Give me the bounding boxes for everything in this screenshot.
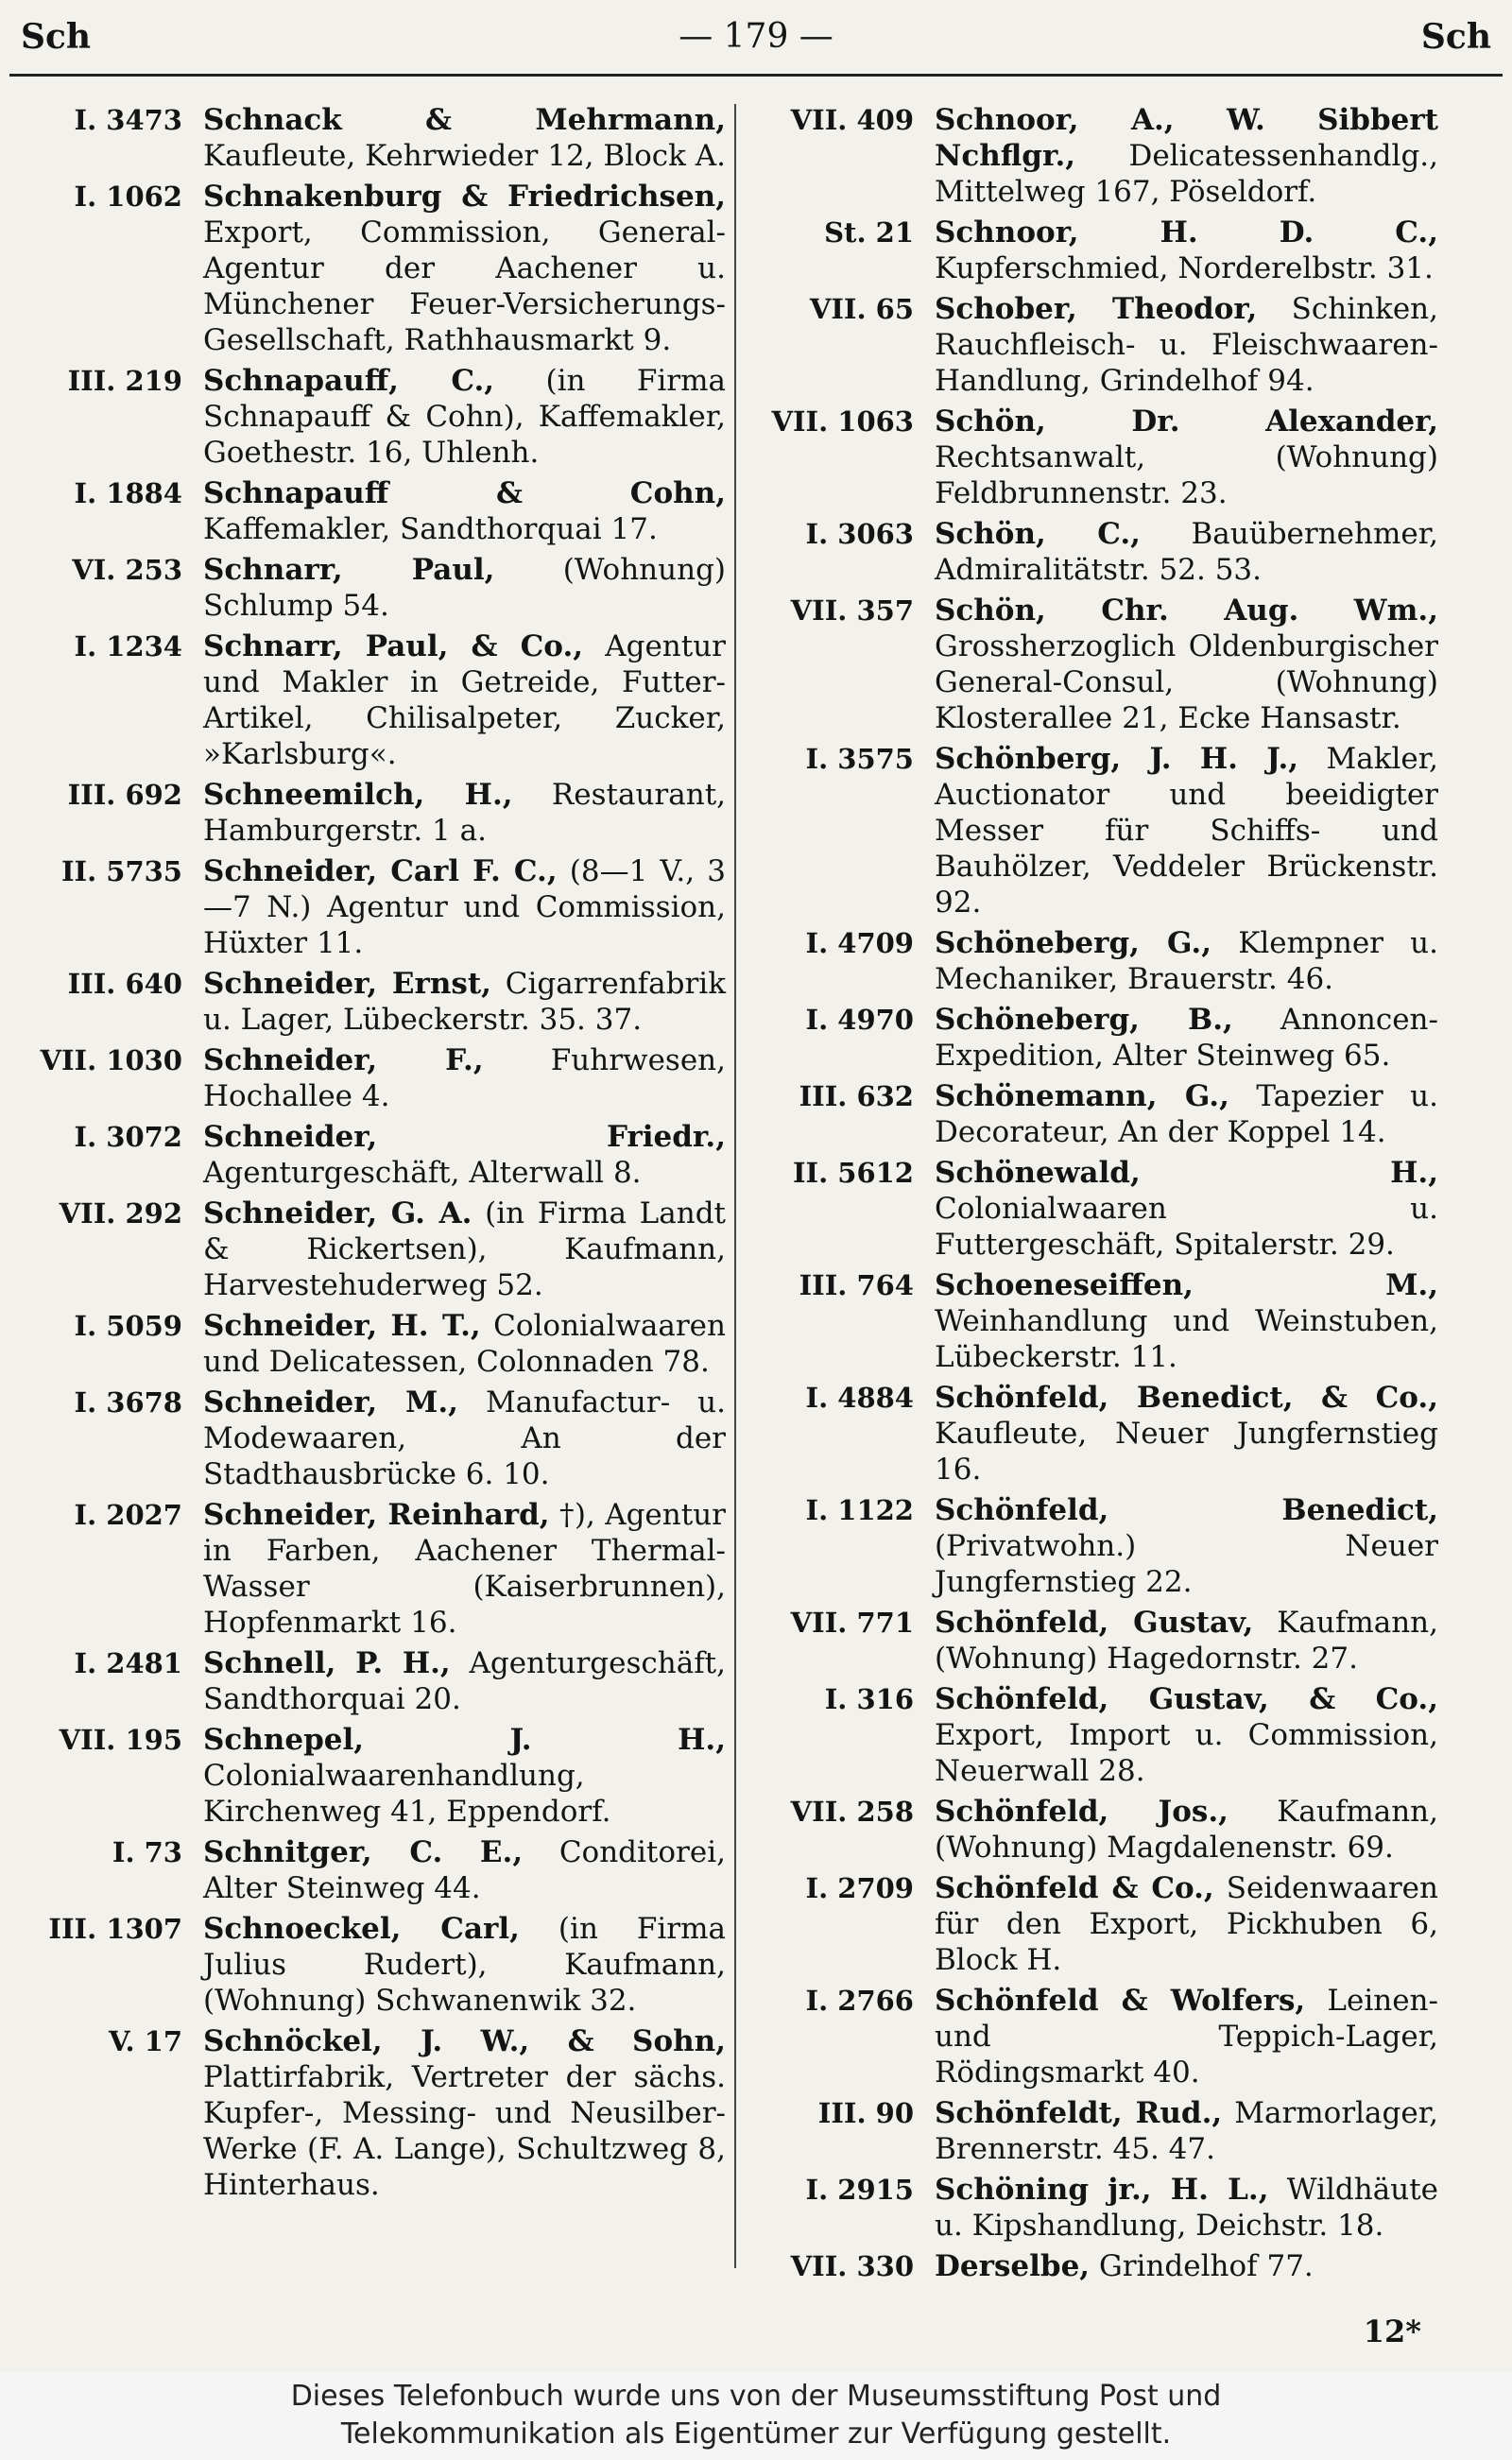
entry-details: Export, Commission, General-Agentur der Aachener u. Münchener Feuer-Versicherungs-Gesellschaft, Rathhausmarkt 9. bbox=[203, 215, 726, 357]
entry-name: Schönfeldt, Rud., bbox=[935, 2096, 1223, 2130]
entry-body bbox=[203, 1042, 726, 1114]
directory-entry bbox=[8, 363, 726, 471]
entry-body bbox=[203, 1834, 726, 1906]
directory-entry bbox=[8, 1911, 726, 2019]
phone-number: I. 3072 bbox=[74, 1121, 182, 1153]
entry-details: Leinen- und Teppich-Lager, Rödingsmarkt 40. bbox=[935, 1984, 1438, 2090]
entry-details: Seidenwaaren für den Export, Pickhuben 6, Block H. bbox=[935, 1871, 1438, 1977]
entry-name: Schoeneseiffen, M., bbox=[935, 1268, 1438, 1302]
phone-number: VII. 1063 bbox=[771, 405, 914, 438]
entry-details: Delicatessenhandlg., Mittelweg 167, Pöseldorf. bbox=[935, 139, 1438, 209]
phone-number: I. 2766 bbox=[805, 1985, 914, 2017]
entry-details: Kaufmann, (Wohnung) Hagedornstr. 27. bbox=[935, 1606, 1438, 1676]
right-column bbox=[739, 102, 1438, 2289]
entry-name: Schnarr, Paul, bbox=[203, 553, 495, 587]
entry-details: Kaufleute, Neuer Jungfernstieg 16. bbox=[935, 1417, 1438, 1487]
phone-number: I. 73 bbox=[112, 1836, 182, 1868]
directory-entry bbox=[8, 552, 726, 624]
directory-entry bbox=[739, 1605, 1438, 1677]
directory-entry bbox=[739, 1002, 1438, 1074]
entry-details: Agenturgeschäft, Alterwall 8. bbox=[203, 1156, 642, 1190]
entry-details: Colonialwaaren u. Futtergeschäft, Spitalerstr. 29. bbox=[935, 1192, 1438, 1262]
phone-number: VII. 195 bbox=[59, 1724, 182, 1756]
phone-number: I. 5059 bbox=[74, 1310, 182, 1342]
entry-body bbox=[203, 1196, 726, 1303]
entry-details: Klempner u. Mechaniker, Brauerstr. 46. bbox=[935, 926, 1438, 996]
phone-number: I. 3063 bbox=[805, 518, 914, 550]
directory-entry bbox=[8, 475, 726, 547]
phone-number: I. 2709 bbox=[805, 1872, 914, 1904]
directory-entry bbox=[8, 1042, 726, 1114]
entry-body bbox=[203, 777, 726, 849]
entry-body bbox=[935, 925, 1438, 997]
entry-name: Schnapauff, C., bbox=[203, 364, 495, 398]
entry-body bbox=[203, 363, 726, 471]
entry-body bbox=[203, 966, 726, 1038]
entry-details: (in Firma Julius Rudert), Kaufmann, (Wohnung) Schwanenwik 32. bbox=[203, 1912, 727, 2018]
entry-details: Fuhrwesen, Hochallee 4. bbox=[203, 1043, 726, 1113]
phone-number: III. 632 bbox=[799, 1080, 914, 1112]
entry-name: Schneider, Ernst, bbox=[203, 967, 491, 1001]
footer-line-1: Dieses Telefonbuch wurde uns von der Museumsstiftung Post und bbox=[290, 2380, 1222, 2413]
entry-name: Schnapauff & Cohn, bbox=[203, 476, 726, 510]
entry-details: Grindelhof 77. bbox=[1090, 2249, 1314, 2283]
page-number: — 179 — bbox=[679, 17, 833, 56]
phone-number: I. 316 bbox=[824, 1683, 914, 1715]
directory-entry bbox=[739, 516, 1438, 588]
entry-name: Schober, Theodor, bbox=[935, 292, 1258, 326]
entry-details: Colonialwaaren und Delicatessen, Colonnaden 78. bbox=[203, 1309, 726, 1379]
entry-body bbox=[935, 516, 1438, 588]
entry-name: Schön, Dr. Alexander, bbox=[935, 404, 1438, 439]
directory-entry bbox=[739, 1380, 1438, 1488]
directory-entry bbox=[739, 925, 1438, 997]
entry-body bbox=[935, 1794, 1438, 1866]
entry-body bbox=[935, 1681, 1438, 1789]
phone-number: I. 4709 bbox=[805, 927, 914, 959]
entry-body bbox=[935, 1078, 1438, 1150]
entry-details: Colonialwaarenhandlung, Kirchenweg 41, Eppendorf. bbox=[203, 1759, 611, 1829]
entry-body bbox=[203, 1119, 726, 1191]
phone-number: VII. 330 bbox=[790, 2250, 914, 2282]
entry-name: Schönfeld & Co., bbox=[935, 1871, 1214, 1905]
entry-name: Schönberg, J. H. J., bbox=[935, 742, 1299, 776]
page-header bbox=[21, 17, 1491, 64]
entry-details: Agentur und Makler in Getreide, Futter-Artikel, Chilisalpeter, Zucker, »Karlsburg«. bbox=[203, 629, 726, 771]
entry-name: Schnepel, J. H., bbox=[203, 1723, 726, 1757]
entry-body bbox=[935, 1155, 1438, 1263]
entry-body bbox=[935, 291, 1438, 399]
entry-details: Grossherzoglich Oldenburgischer General-Consul, (Wohnung) Klosterallee 21, Ecke Hansastr. bbox=[935, 629, 1438, 735]
entry-body bbox=[203, 853, 726, 961]
entry-details: Wildhäute u. Kipshandlung, Deichstr. 18. bbox=[935, 2173, 1438, 2243]
directory-entry bbox=[739, 291, 1438, 399]
entry-details: Agenturgeschäft, Sandthorquai 20. bbox=[203, 1646, 726, 1716]
phone-number: VII. 1030 bbox=[40, 1044, 182, 1076]
entry-name: Schneider, Reinhard, bbox=[203, 1498, 550, 1532]
footer-notice bbox=[0, 2372, 1512, 2460]
entry-name: Schneider, G. A. bbox=[203, 1196, 472, 1230]
entry-details: †), Agentur in Farben, Aachener Thermal-Wasser (Kaiserbrunnen), Hopfenmarkt 16. bbox=[203, 1498, 726, 1640]
entry-name: Schnitger, C. E., bbox=[203, 1835, 524, 1869]
entry-body bbox=[935, 1002, 1438, 1074]
phone-number: III. 640 bbox=[67, 968, 182, 1000]
entry-name: Schneider, F., bbox=[203, 1043, 484, 1077]
phone-number: V. 17 bbox=[109, 2025, 182, 2057]
entry-name: Schneider, M., bbox=[203, 1385, 458, 1419]
entry-name: Schönfeld, Gustav, & Co., bbox=[935, 1682, 1438, 1716]
directory-entry bbox=[739, 1794, 1438, 1866]
entry-details: (Wohnung) Schlump 54. bbox=[203, 553, 727, 623]
directory-entry bbox=[739, 741, 1438, 920]
left-column bbox=[8, 102, 726, 2208]
entry-name: Schnack & Mehrmann, bbox=[203, 103, 726, 137]
entry-details: Kaffemakler, Sandthorquai 17. bbox=[203, 512, 658, 546]
phone-number: I. 3473 bbox=[74, 104, 182, 136]
entry-body bbox=[203, 102, 726, 174]
entry-details: Bauübernehmer, Admiralitätstr. 52. 53. bbox=[935, 517, 1438, 587]
phone-number: II. 5735 bbox=[60, 855, 182, 887]
entry-details: Makler, Auctionator und beeidigter Messer für Schiffs- und Bauhölzer, Veddeler Brückenstr. 92. bbox=[935, 742, 1439, 920]
entry-details: Weinhandlung und Weinstuben, Lübeckerstr. 11. bbox=[935, 1304, 1438, 1374]
phone-number: VII. 409 bbox=[790, 104, 914, 136]
entry-name: Schönfeld, Gustav, bbox=[935, 1606, 1254, 1640]
directory-entry bbox=[739, 2095, 1438, 2167]
entry-name: Schneider, Friedr., bbox=[203, 1120, 726, 1154]
entry-body bbox=[935, 2095, 1438, 2167]
entry-body bbox=[203, 552, 726, 624]
entry-body bbox=[203, 1385, 726, 1492]
directory-entry bbox=[8, 628, 726, 772]
entry-name: Schneemilch, H., bbox=[203, 778, 513, 812]
phone-number: VI. 253 bbox=[72, 554, 182, 586]
entry-details: Tapezier u. Decorateur, An der Koppel 14. bbox=[935, 1079, 1438, 1149]
directory-entry bbox=[739, 593, 1438, 736]
directory-entry bbox=[739, 1983, 1438, 2090]
phone-number: I. 4970 bbox=[805, 1004, 914, 1036]
directory-entry bbox=[739, 1492, 1438, 1600]
entry-details: Annoncen-Expedition, Alter Steinweg 65. bbox=[935, 1003, 1438, 1073]
directory-entry bbox=[739, 1078, 1438, 1150]
directory-entry bbox=[8, 1119, 726, 1191]
signature-mark: 12* bbox=[1363, 2314, 1421, 2349]
entry-details: Manufactur- u. Modewaaren, An der Stadthausbrücke 6. 10. bbox=[203, 1385, 726, 1491]
entry-name: Schneider, Carl F. C., bbox=[203, 854, 558, 888]
entry-name: Schnoeckel, Carl, bbox=[203, 1912, 520, 1946]
entry-details: (Privatwohn.) Neuer Jungfernstieg 22. bbox=[935, 1529, 1438, 1599]
header-rule bbox=[9, 74, 1503, 77]
entry-name: Schönewald, H., bbox=[935, 1156, 1438, 1190]
entry-body bbox=[935, 102, 1438, 210]
entry-details: Kaufleute, Kehrwieder 12, Block A. bbox=[203, 139, 726, 173]
phone-number: VII. 258 bbox=[790, 1796, 914, 1828]
phone-number: I. 1884 bbox=[74, 477, 182, 509]
entry-details: (8—1 V., 3—7 N.) Agentur und Commission, Hüxter 11. bbox=[203, 854, 726, 960]
directory-entry bbox=[739, 1155, 1438, 1263]
entry-body bbox=[203, 179, 726, 358]
phone-number: VII. 292 bbox=[59, 1197, 182, 1230]
phone-number: VII. 771 bbox=[790, 1607, 914, 1639]
phone-number: I. 3575 bbox=[805, 743, 914, 775]
entry-name: Schnarr, Paul, & Co., bbox=[203, 629, 584, 663]
phone-number: I. 2027 bbox=[74, 1499, 182, 1531]
entry-details: Cigarrenfabrik u. Lager, Lübeckerstr. 35. 37. bbox=[203, 967, 726, 1037]
directory-entry bbox=[739, 1681, 1438, 1789]
phone-number: I. 1122 bbox=[805, 1494, 914, 1526]
header-left-key: Sch bbox=[21, 17, 92, 57]
entry-name: Schönfeld, Benedict, bbox=[935, 1493, 1438, 1527]
entry-details: Kupferschmied, Norderelbstr. 31. bbox=[935, 251, 1434, 285]
directory-entry bbox=[8, 966, 726, 1038]
entry-name: Schöneberg, B., bbox=[935, 1003, 1233, 1037]
entry-name: Schönfeld, Jos., bbox=[935, 1795, 1228, 1829]
entry-body bbox=[203, 1308, 726, 1380]
entry-name: Schöning jr., H. L., bbox=[935, 2173, 1269, 2207]
phone-number: II. 5612 bbox=[792, 1157, 914, 1189]
entry-name: Schönfeld, Benedict, & Co., bbox=[935, 1381, 1438, 1415]
phone-number: VII. 65 bbox=[809, 293, 914, 325]
entry-body bbox=[935, 2248, 1438, 2284]
entry-name: Schönfeld & Wolfers, bbox=[935, 1984, 1306, 2018]
entry-name: Schönemann, G., bbox=[935, 1079, 1229, 1113]
entry-body bbox=[203, 628, 726, 772]
directory-entry bbox=[8, 2023, 726, 2203]
directory-entry bbox=[8, 1196, 726, 1303]
phone-number: St. 21 bbox=[824, 216, 914, 249]
entry-name: Schnakenburg & Friedrichsen, bbox=[203, 180, 726, 214]
directory-entry bbox=[739, 1870, 1438, 1978]
directory-entry bbox=[8, 1308, 726, 1380]
entry-name: Schön, C., bbox=[935, 517, 1141, 551]
phone-number: I. 3678 bbox=[74, 1386, 182, 1419]
entry-name: Derselbe, bbox=[935, 2249, 1091, 2283]
directory-entry bbox=[8, 1722, 726, 1830]
entry-details: Marmorlager, Brennerstr. 45. 47. bbox=[935, 2096, 1438, 2166]
phone-number: III. 90 bbox=[817, 2097, 914, 2129]
entry-details: Restaurant, Hamburgerstr. 1 a. bbox=[203, 778, 727, 848]
directory-entry bbox=[8, 179, 726, 358]
entry-details: (in Firma Landt & Rickertsen), Kaufmann, Harvestehuderweg 52. bbox=[203, 1196, 726, 1302]
entry-details: (in Firma Schnapauff & Cohn), Kaffemakler, Goethestr. 16, Uhlenh. bbox=[203, 364, 726, 470]
entry-body bbox=[935, 215, 1438, 286]
phone-number: III. 764 bbox=[799, 1269, 914, 1301]
phone-number: III. 692 bbox=[67, 779, 182, 811]
directory-entry bbox=[8, 777, 726, 849]
entry-name: Schnöckel, J. W., & Sohn, bbox=[203, 2024, 726, 2058]
entry-details: Kaufmann, (Wohnung) Magdalenenstr. 69. bbox=[935, 1795, 1438, 1865]
directory-entry bbox=[8, 1385, 726, 1492]
directory-entry bbox=[739, 215, 1438, 286]
entry-body bbox=[935, 593, 1438, 736]
entry-details: Schinken, Rauchfleisch- u. Fleischwaaren-Handlung, Grindelhof 94. bbox=[935, 292, 1438, 398]
entry-name: Schnoor, A., W. Sibbert Nchflgr., bbox=[935, 103, 1438, 173]
directory-entry bbox=[739, 1267, 1438, 1375]
entry-body bbox=[935, 2172, 1438, 2244]
phone-number: I. 2481 bbox=[74, 1647, 182, 1679]
phone-number: I. 2915 bbox=[805, 2174, 914, 2206]
entry-details: Rechtsanwalt, (Wohnung) Feldbrunnenstr. 23. bbox=[935, 440, 1438, 510]
entry-body bbox=[203, 475, 726, 547]
entry-body bbox=[935, 741, 1438, 920]
footer-line-2: Telekommunikation als Eigentümer zur Verfügung gestellt. bbox=[340, 2417, 1172, 2451]
entry-body bbox=[935, 1380, 1438, 1488]
directory-entry bbox=[739, 2172, 1438, 2244]
directory-entry bbox=[739, 102, 1438, 210]
entry-body bbox=[935, 404, 1438, 511]
entry-name: Schön, Chr. Aug. Wm., bbox=[935, 593, 1438, 628]
entry-details: Plattirfabrik, Vertreter der sächs. Kupfer-, Messing- und Neusilber-Werke (F. A. Lange), Schultzweg 8, Hinterhaus. bbox=[203, 2060, 726, 2202]
phone-number: I. 4884 bbox=[805, 1382, 914, 1414]
entry-name: Schnoor, H. D. C., bbox=[935, 215, 1438, 249]
entry-body bbox=[935, 1870, 1438, 1978]
header-right-key: Sch bbox=[1420, 17, 1491, 57]
entry-name: Schneider, H. T., bbox=[203, 1309, 481, 1343]
entry-body bbox=[203, 1645, 726, 1717]
entry-body bbox=[203, 2023, 726, 2203]
directory-entry bbox=[8, 102, 726, 174]
entry-body bbox=[935, 1605, 1438, 1677]
directory-entry bbox=[8, 1645, 726, 1717]
phone-number: III. 219 bbox=[67, 365, 182, 397]
phone-number: III. 1307 bbox=[48, 1913, 182, 1945]
directory-entry bbox=[8, 1497, 726, 1641]
directory-entry bbox=[739, 2248, 1438, 2284]
phone-number: I. 1234 bbox=[74, 630, 182, 662]
entry-name: Schöneberg, G., bbox=[935, 926, 1212, 960]
entry-body bbox=[203, 1911, 726, 2019]
entry-body bbox=[935, 1267, 1438, 1375]
entry-body bbox=[203, 1497, 726, 1641]
entry-body bbox=[203, 1722, 726, 1830]
directory-entry bbox=[739, 404, 1438, 511]
entry-body bbox=[935, 1492, 1438, 1600]
entry-details: Conditorei, Alter Steinweg 44. bbox=[203, 1835, 726, 1905]
column-divider bbox=[734, 104, 736, 2268]
entry-body bbox=[935, 1983, 1438, 2090]
directory-entry bbox=[8, 853, 726, 961]
directory-entry bbox=[8, 1834, 726, 1906]
entry-name: Schnell, P. H., bbox=[203, 1646, 451, 1680]
phone-number: I. 1062 bbox=[74, 181, 182, 213]
phone-number: VII. 357 bbox=[790, 594, 914, 627]
entry-details: Export, Import u. Commission, Neuerwall 28. bbox=[935, 1718, 1438, 1788]
